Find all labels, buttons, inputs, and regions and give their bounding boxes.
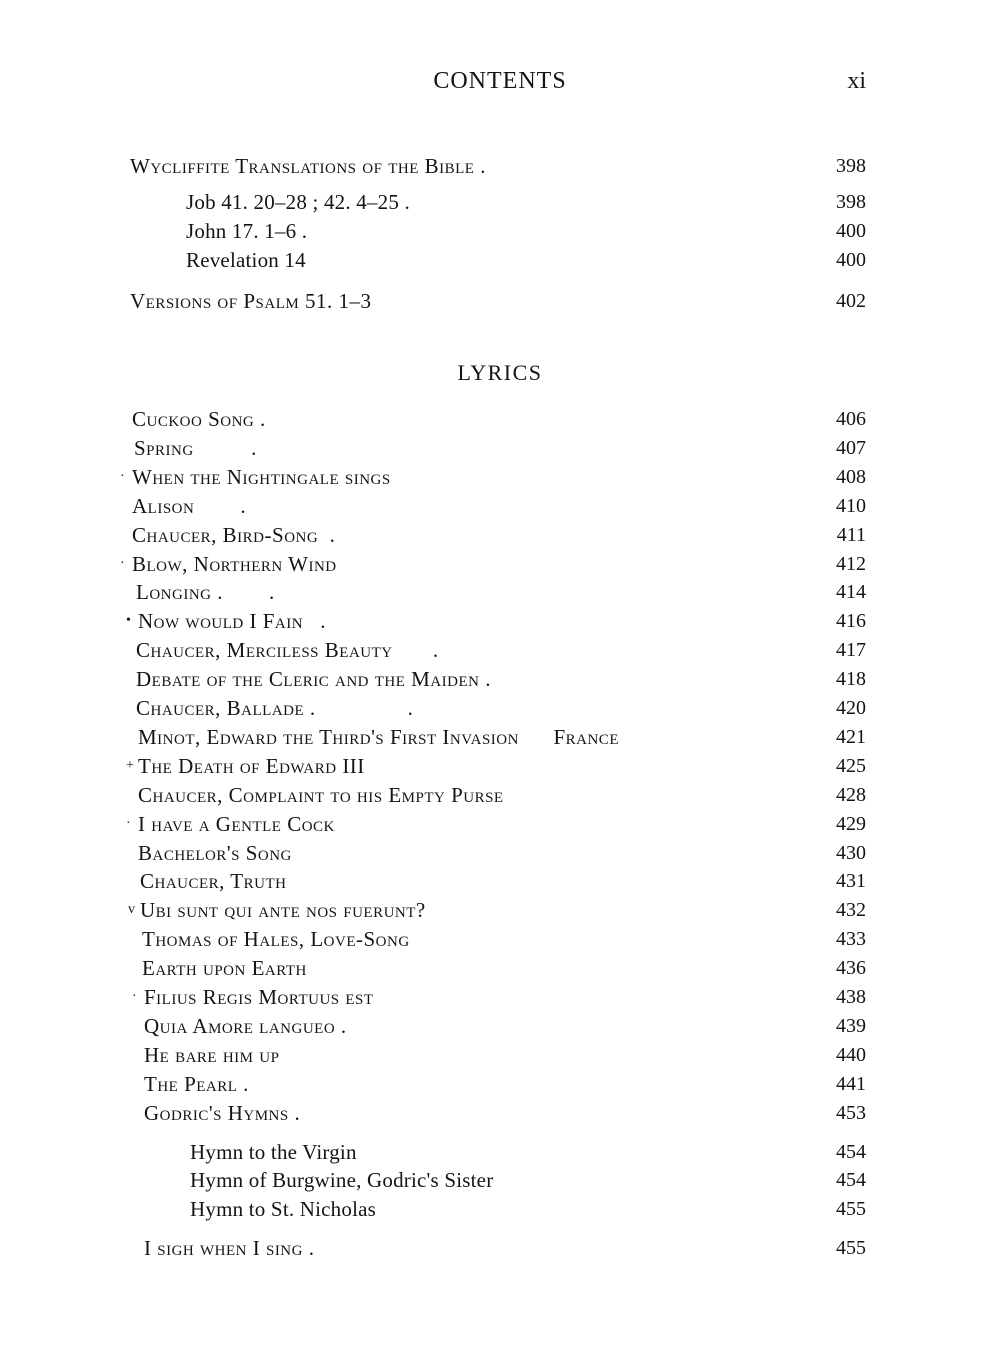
toc-entry-page: 406 bbox=[836, 408, 866, 430]
toc-entry-page: 402 bbox=[836, 290, 866, 312]
toc-entry-label: Chaucer, Bird-Song . bbox=[132, 523, 336, 547]
toc-subentry-label: Hymn of Burgwine, Godric's Sister bbox=[190, 1168, 494, 1192]
toc-entry bbox=[0, 578, 1000, 606]
toc-entry-label: Now would I Fain . bbox=[138, 609, 327, 633]
toc-entry bbox=[0, 607, 1000, 635]
running-title: CONTENTS bbox=[433, 68, 567, 94]
toc-entry-page: 421 bbox=[836, 726, 866, 748]
toc-entry-page: 440 bbox=[836, 1044, 866, 1066]
toc-entry-page: 436 bbox=[836, 957, 866, 979]
toc-entry bbox=[0, 152, 1000, 180]
toc-entry-page: 431 bbox=[836, 870, 866, 892]
toc-entry-label: When the Nightingale sings bbox=[132, 465, 391, 489]
toc-subentry-page: 398 bbox=[836, 191, 866, 213]
toc-entry-page: 455 bbox=[836, 1237, 866, 1259]
margin-mark-icon: v bbox=[128, 902, 135, 917]
toc-entry-page: 407 bbox=[836, 437, 866, 459]
toc-entry bbox=[0, 781, 1000, 809]
toc-entry bbox=[0, 723, 1000, 751]
toc-entry-label: Godric's Hymns . bbox=[144, 1101, 301, 1125]
toc-entry-label: The Death of Edward III bbox=[138, 754, 365, 778]
toc-entry-label: Wycliffite Translations of the Bible . bbox=[130, 154, 486, 178]
toc-entry-label: Chaucer, Ballade . . bbox=[136, 696, 414, 720]
toc-entry-label: Thomas of Hales, Love-Song bbox=[142, 927, 410, 951]
toc-entry-page: 433 bbox=[836, 928, 866, 950]
toc-entry-page: 398 bbox=[836, 155, 866, 177]
toc-entry bbox=[0, 839, 1000, 867]
toc-subentry-label: Hymn to St. Nicholas bbox=[190, 1197, 376, 1221]
toc-subentry-page: 454 bbox=[836, 1169, 866, 1191]
toc-entry bbox=[0, 287, 1000, 315]
section-heading: LYRICS bbox=[457, 360, 543, 385]
toc-entry-page: 412 bbox=[836, 553, 866, 575]
toc-entry-label: Filius Regis Mortuus est bbox=[144, 985, 374, 1009]
toc-entry bbox=[0, 954, 1000, 982]
margin-mark-icon: · bbox=[126, 816, 131, 831]
toc-entry-label: Chaucer, Merciless Beauty . bbox=[136, 638, 439, 662]
toc-subentry-page: 400 bbox=[836, 220, 866, 242]
toc-entry-page: 417 bbox=[836, 639, 866, 661]
toc-entry-label: Longing . . bbox=[136, 580, 275, 604]
margin-mark-icon: • bbox=[126, 613, 131, 628]
toc-entry-page: 425 bbox=[836, 755, 866, 777]
toc-subentry bbox=[0, 1195, 1000, 1223]
toc-entry-label: Chaucer, Truth bbox=[140, 869, 287, 893]
toc-entry bbox=[0, 1099, 1000, 1127]
toc-subentry-label: Revelation 14 bbox=[186, 248, 306, 272]
toc-entry bbox=[0, 665, 1000, 693]
toc-entry-page: 432 bbox=[836, 899, 866, 921]
toc-entry-label: Quia Amore langueo . bbox=[144, 1014, 347, 1038]
toc-entry bbox=[0, 867, 1000, 895]
toc-entry-label: Bachelor's Song bbox=[138, 841, 292, 865]
toc-entry-label: The Pearl . bbox=[144, 1072, 249, 1096]
toc-entry-page: 429 bbox=[836, 813, 866, 835]
toc-entry-label: Spring . bbox=[134, 436, 257, 460]
margin-mark-icon: · bbox=[120, 556, 125, 571]
toc-entry-label: Blow, Northern Wind bbox=[132, 552, 337, 576]
toc-entry-label: Versions of Psalm 51. 1–3 bbox=[130, 289, 372, 313]
toc-entry bbox=[0, 925, 1000, 953]
toc-subentry bbox=[0, 217, 1000, 245]
toc-entry-page: 430 bbox=[836, 842, 866, 864]
toc-entry-page: 438 bbox=[836, 986, 866, 1008]
toc-entry-page: 410 bbox=[836, 495, 866, 517]
margin-mark-icon: · bbox=[120, 469, 125, 484]
toc-entry bbox=[0, 1234, 1000, 1262]
toc-entry-label: I have a Gentle Cock bbox=[138, 812, 335, 836]
toc-entry bbox=[0, 463, 1000, 491]
toc-entry bbox=[0, 810, 1000, 838]
toc-subentry bbox=[0, 188, 1000, 216]
toc-entry-label: Chaucer, Complaint to his Empty Purse bbox=[138, 783, 504, 807]
toc-entry bbox=[0, 405, 1000, 433]
toc-entry-page: 453 bbox=[836, 1102, 866, 1124]
toc-entry-page: 408 bbox=[836, 466, 866, 488]
toc-entry bbox=[0, 1041, 1000, 1069]
toc-entry bbox=[0, 1070, 1000, 1098]
toc-entry bbox=[0, 492, 1000, 520]
toc-entry-label: I sigh when I sing . bbox=[144, 1236, 315, 1260]
toc-entry-label: Ubi sunt qui ante nos fuerunt? bbox=[140, 898, 426, 922]
toc-subentry bbox=[0, 1166, 1000, 1194]
toc-entry bbox=[0, 983, 1000, 1011]
toc-entry-page: 428 bbox=[836, 784, 866, 806]
toc-entry-page: 441 bbox=[836, 1073, 866, 1095]
toc-subentry bbox=[0, 246, 1000, 274]
toc-entry-page: 418 bbox=[836, 668, 866, 690]
toc-entry bbox=[0, 752, 1000, 780]
toc-entry-label: Earth upon Earth bbox=[142, 956, 307, 980]
toc-entry-page: 420 bbox=[836, 697, 866, 719]
toc-entry-page: 411 bbox=[836, 524, 866, 546]
toc-entry-label: Cuckoo Song . bbox=[132, 407, 266, 431]
page-header bbox=[0, 68, 1000, 100]
toc-entry-label: He bare him up bbox=[144, 1043, 280, 1067]
toc-entry-label: Debate of the Cleric and the Maiden . bbox=[136, 667, 491, 691]
toc-entry bbox=[0, 636, 1000, 664]
toc-subentry-page: 454 bbox=[836, 1141, 866, 1163]
toc-entry-page: 416 bbox=[836, 610, 866, 632]
toc-entry bbox=[0, 1012, 1000, 1040]
toc-subentry-page: 455 bbox=[836, 1198, 866, 1220]
toc-entry-label: Minot, Edward the Third's First Invasion France bbox=[138, 725, 619, 749]
margin-mark-icon: + bbox=[126, 758, 134, 773]
toc-subentry bbox=[0, 1138, 1000, 1166]
toc-entry bbox=[0, 521, 1000, 549]
toc-entry bbox=[0, 434, 1000, 462]
toc-entry bbox=[0, 550, 1000, 578]
margin-mark-icon: · bbox=[132, 989, 137, 1004]
toc-entry-page: 439 bbox=[836, 1015, 866, 1037]
toc-subentry-page: 400 bbox=[836, 249, 866, 271]
toc-entry-label: Alison . bbox=[132, 494, 247, 518]
toc-subentry-label: John 17. 1–6 . bbox=[186, 219, 308, 243]
toc-entry bbox=[0, 896, 1000, 924]
page-number: xi bbox=[847, 68, 866, 94]
toc-subentry-label: Hymn to the Virgin bbox=[190, 1140, 357, 1164]
toc-entry-page: 414 bbox=[836, 581, 866, 603]
toc-subentry-label: Job 41. 20–28 ; 42. 4–25 . bbox=[186, 190, 410, 214]
toc-entry bbox=[0, 694, 1000, 722]
